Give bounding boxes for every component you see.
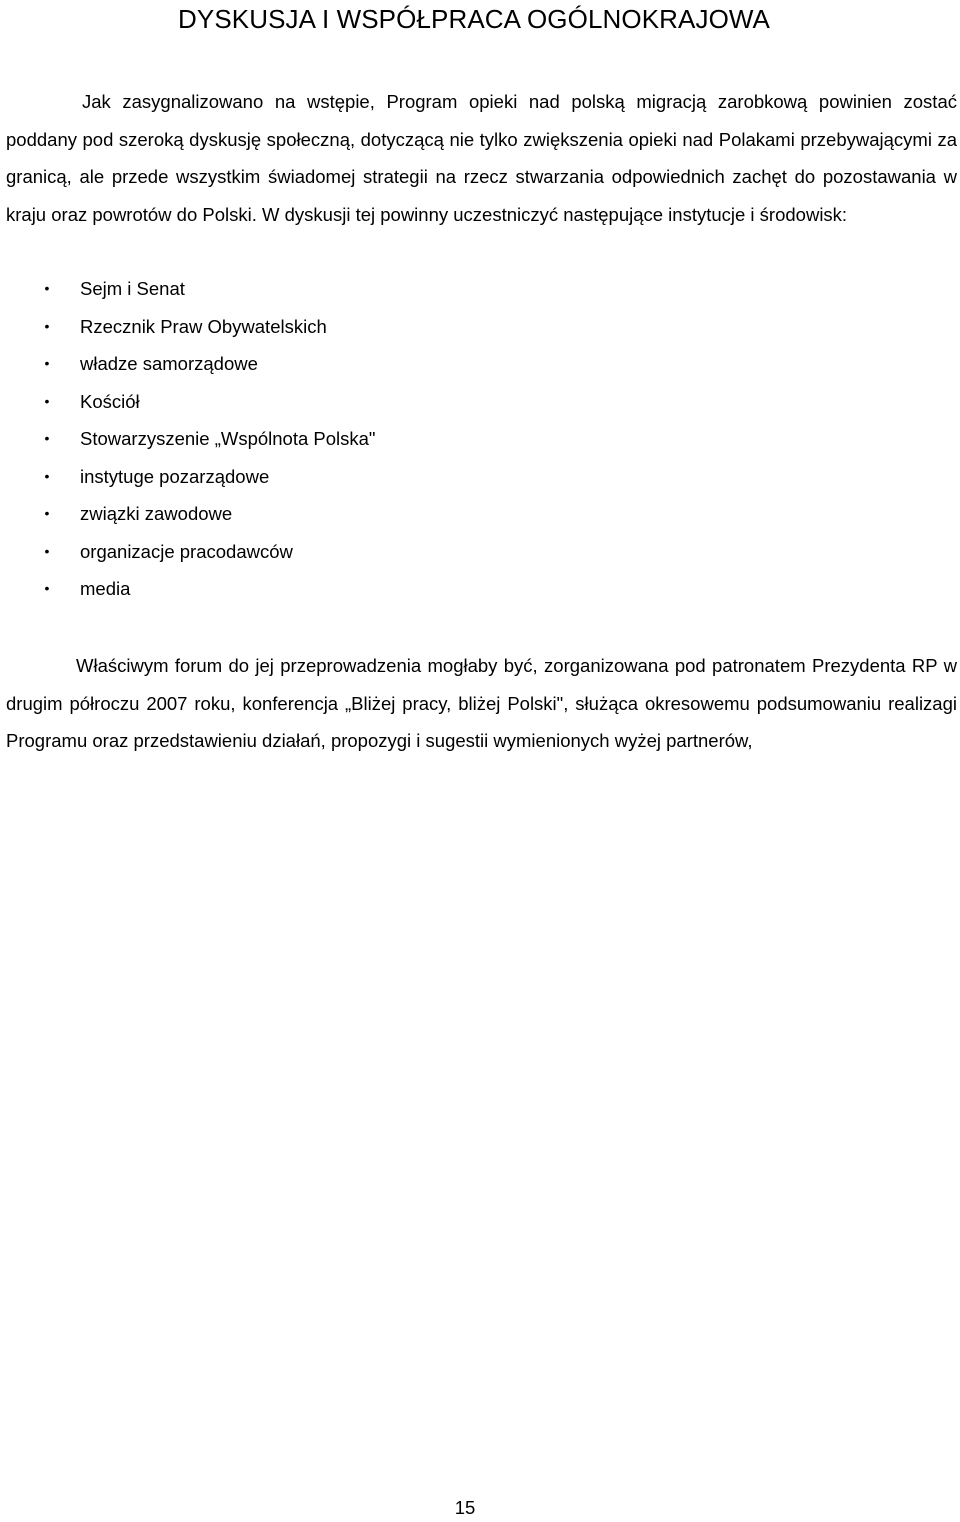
- list-item-label: Rzecznik Praw Obywatelskich: [80, 315, 327, 337]
- list-item: [0, 533, 376, 571]
- list-item-label: Kościół: [80, 390, 140, 412]
- list-item: [0, 270, 376, 308]
- closing-paragraph: Właściwym forum do jej przeprowadzenia mogłaby być, zorganizowana pod patronatem Prezydenta RP w drugim półroczu 2007 roku, konferencja „Bliżej pracy, bliżej Polski", służąca okresowemu podsumowaniu realizagi Programu oraz przedstawieniu działań, propozygi i sugestii wymienionych wyżej partnerów,: [6, 655, 957, 751]
- bullet-icon: •: [44, 467, 50, 484]
- list-item: [0, 383, 376, 421]
- page-title: DYSKUSJA I WSPÓŁPRACA OGÓLNOKRAJOWA: [178, 4, 771, 34]
- page-number: 15: [454, 1497, 476, 1518]
- list-item-label: Sejm i Senat: [80, 278, 185, 299]
- list-item-label: związki zawodowe: [80, 503, 233, 524]
- bullet-icon: •: [44, 505, 50, 521]
- institutions-list: [0, 270, 376, 608]
- bullet-icon: •: [44, 580, 50, 596]
- list-item-label: Stowarzyszenie „Wspólnota Polska": [80, 428, 376, 449]
- list-item-label: organizacje pracodawców: [80, 540, 293, 562]
- list-item: [0, 458, 376, 496]
- intro-paragraph: Jak zasygnalizowano na wstępie, Program opieki nad polską migracją zarobkową powinien zostać poddany pod szeroką dyskusję społeczną, dotyczącą nie tylko zwiększenia opieki nad Polakami przebywającymi za granicą, ale przede wszystkim świadomej strategii na rzecz stwarzania odpowiednich zachęt do pozostawania w kraju oraz powrotów do Polski. W dyskusji tej powinny uczestniczyć następujące instytucje i środowisk:: [6, 91, 957, 225]
- list-item: [0, 345, 376, 383]
- bullet-icon: •: [44, 317, 50, 334]
- bullet-icon: •: [44, 355, 50, 371]
- list-item: [0, 420, 376, 458]
- list-item-label: media: [80, 578, 131, 599]
- list-item: [0, 308, 376, 346]
- list-item-label: władze samorządowe: [80, 353, 258, 374]
- bullet-icon: •: [44, 430, 50, 446]
- bullet-icon: •: [44, 542, 50, 559]
- list-item: [0, 570, 376, 608]
- bullet-icon: •: [44, 280, 50, 296]
- list-item-label: instytuge pozarządowe: [80, 465, 270, 487]
- bullet-icon: •: [44, 392, 50, 409]
- list-item: [0, 495, 376, 533]
